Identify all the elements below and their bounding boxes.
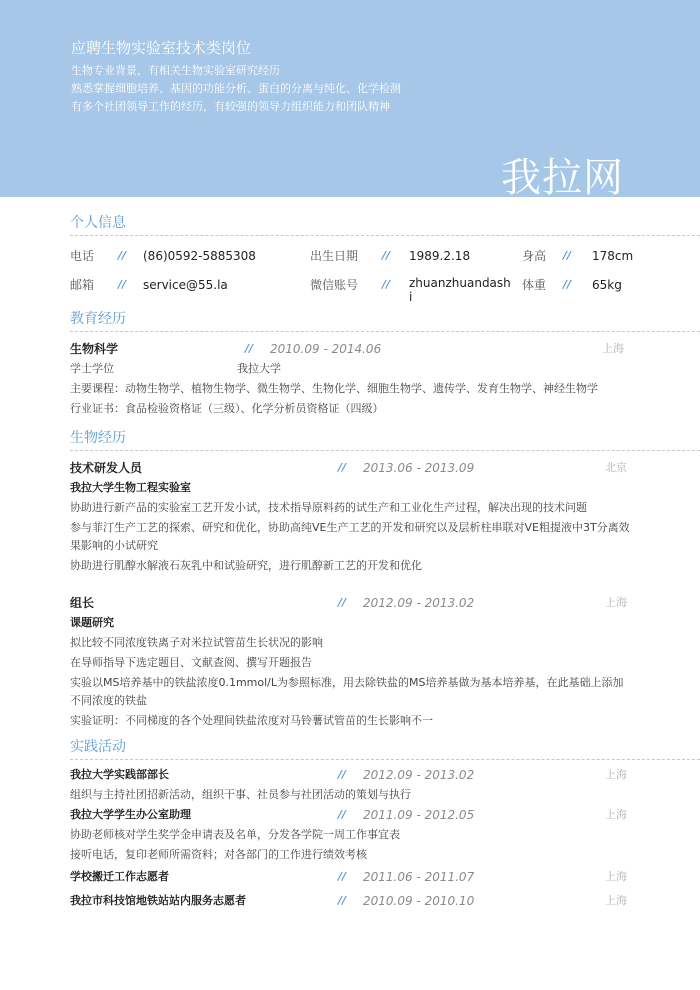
section-header [70, 427, 700, 451]
job-org: 课题研究 [70, 616, 114, 629]
job-date: 2012.09 - 2013.02 [363, 596, 475, 610]
section-divider [70, 759, 700, 760]
job-detail: 参与菲汀生产工艺的探索、研究和优化，协助高纯VE生产工艺的开发和研究以及层析柱串联对VE粗提液中3T分离效果影响的小试研究 [70, 521, 630, 552]
separator: // [118, 249, 127, 262]
job-detail: 在导师指导下选定题目、文献查阅、撰写开题报告 [70, 656, 312, 669]
phone-value: (86)0592-5885308 [143, 249, 256, 263]
summary [71, 62, 401, 116]
separator: // [338, 768, 347, 781]
section-title: 实践活动 [70, 739, 126, 755]
info-row [70, 246, 700, 266]
weight-label: 体重 [522, 278, 547, 292]
job-detail: 拟比较不同浓度铁离子对米拉试管苗生长状况的影响 [70, 636, 323, 649]
separator: // [118, 278, 127, 291]
separator: // [245, 342, 254, 355]
activity-date: 2012.09 - 2013.02 [363, 768, 475, 782]
section-title: 个人信息 [70, 215, 126, 231]
summary-line: 熟悉掌握细胞培养、基因的功能分析、蛋白的分离与纯化、化学检测 [71, 82, 401, 95]
separator: // [382, 278, 391, 291]
education-date: 2010.09 - 2014.06 [270, 342, 382, 356]
birthdate-value: 1989.2.18 [409, 249, 471, 263]
activity-date: 2011.09 - 2012.05 [363, 808, 475, 822]
summary-line: 有多个社团领导工作的经历，有较强的领导力组织能力和团队精神 [71, 100, 390, 113]
activity-role: 我拉大学学生办公室助理 [70, 808, 191, 821]
activity-header [70, 805, 700, 825]
separator: // [338, 894, 347, 907]
job-title: 应聘生物实验室技术类岗位 [71, 39, 252, 57]
wechat-label: 微信账号 [310, 278, 359, 292]
job-date: 2013.06 - 2013.09 [363, 461, 475, 475]
summary-line: 生物专业背景，有相关生物实验室研究经历 [71, 64, 280, 77]
section-header [70, 736, 700, 760]
certificates: 行业证书：食品检验资格证（三级）、化学分析员资格证（四级） [70, 402, 384, 415]
phone-label: 电话 [70, 249, 95, 263]
activity-detail: 组织与主持社团招新活动，组织干事、社员参与社团活动的策划与执行 [70, 788, 411, 801]
job-city: 北京 [605, 461, 627, 474]
activity-date: 2011.06 - 2011.07 [363, 870, 475, 884]
activity-role: 我拉市科技馆地铁站站内服务志愿者 [70, 894, 246, 907]
school: 我拉大学 [237, 362, 281, 375]
activity-city: 上海 [605, 808, 627, 821]
height-label: 身高 [522, 249, 547, 263]
info-row [70, 275, 700, 304]
job-detail: 协助进行肌醇水解液石灰乳中和试验研究，进行肌醇新工艺的开发和优化 [70, 559, 422, 572]
separator: // [382, 249, 391, 262]
section-title: 教育经历 [70, 311, 126, 327]
major: 生物科学 [70, 342, 119, 356]
courses: 主要课程：动物生物学、植物生物学、微生物学、生物化学、细胞生物学、遗传学、发育生物学、神经生物学 [70, 382, 598, 395]
weight-value: 65kg [592, 278, 622, 292]
bio-experience-section [70, 427, 700, 731]
brand-name: 我拉网 [501, 155, 624, 201]
separator: // [338, 870, 347, 883]
height-value: 178cm [592, 249, 634, 263]
separator: // [338, 596, 347, 609]
email-label: 邮箱 [70, 278, 95, 292]
activity-detail: 协助老师核对学生奖学金申请表及名单，分发各学院一周工作事宜表 [70, 828, 400, 841]
personal-info-section [70, 212, 700, 304]
separator: // [338, 461, 347, 474]
separator: // [338, 808, 347, 821]
section-divider [70, 235, 700, 236]
separator: // [563, 278, 572, 291]
activity-header [70, 867, 700, 887]
job-org: 我拉大学生物工程实验室 [70, 481, 191, 494]
activity-header [70, 891, 700, 911]
job-header [70, 458, 700, 478]
job-detail: 实验以MS培养基中的铁盐浓度0.1mmol/L为参照标准，用去除铁盐的MS培养基做为基本培养基，在此基础上添加不同浓度的铁盐 [70, 676, 624, 707]
job-detail: 协助进行新产品的实验室工艺开发小试，技术指导原料药的试生产和工业化生产过程，解决出现的技术问题 [70, 501, 587, 514]
separator: // [563, 249, 572, 262]
education-section [70, 308, 700, 419]
degree: 学士学位 [70, 362, 114, 375]
email-value: service@55.la [143, 278, 228, 292]
section-header [70, 212, 700, 236]
activity-city: 上海 [605, 870, 627, 883]
job-detail: 实验证明：不同梯度的各个处理间铁盐浓度对马铃薯试管苗的生长影响不一 [70, 714, 433, 727]
activity-header [70, 765, 700, 785]
job-city: 上海 [605, 596, 627, 609]
job-role: 技术研发人员 [70, 461, 143, 475]
activity-date: 2010.09 - 2010.10 [363, 894, 475, 908]
activity-detail: 接听电话，复印老师所需资料；对各部门的工作进行绩效考核 [70, 848, 367, 861]
section-divider [70, 450, 700, 451]
wechat-value: zhuanzhuandashi [409, 276, 511, 304]
education-row [70, 339, 700, 359]
section-title: 生物经历 [70, 430, 126, 446]
birthdate-label: 出生日期 [310, 249, 359, 263]
section-divider [70, 331, 700, 332]
activity-city: 上海 [605, 894, 627, 907]
degree-row [70, 359, 700, 379]
job-header [70, 593, 700, 613]
job-role: 组长 [70, 596, 95, 610]
practice-section [70, 736, 700, 911]
activity-city: 上海 [605, 768, 627, 781]
header-banner [0, 0, 700, 201]
activity-role: 我拉大学实践部部长 [70, 768, 169, 781]
section-header [70, 308, 700, 332]
activity-role: 学校搬迁工作志愿者 [70, 870, 169, 883]
education-city: 上海 [602, 342, 624, 355]
